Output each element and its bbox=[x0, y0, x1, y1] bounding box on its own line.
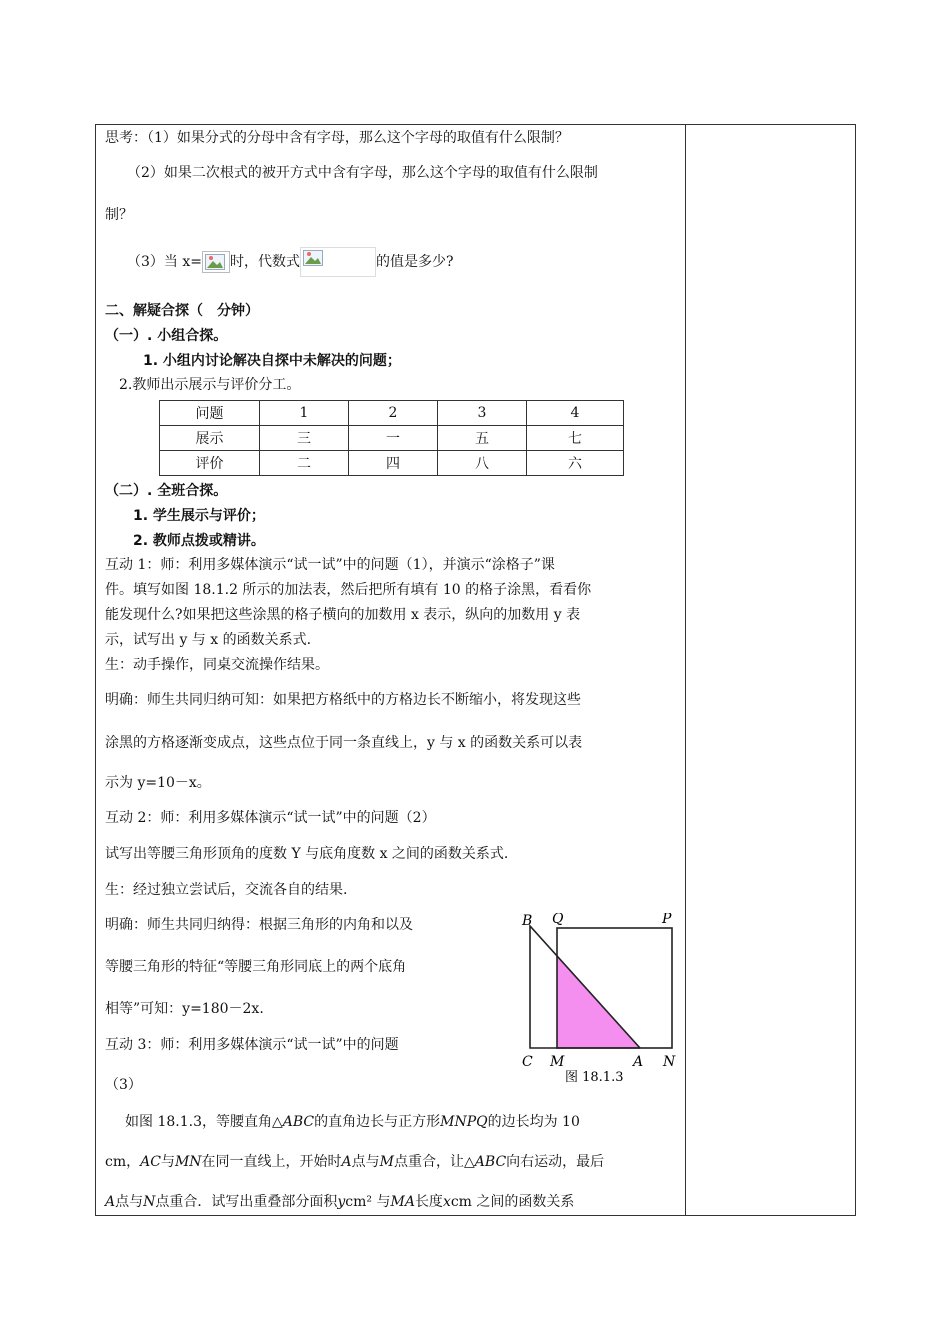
problem-line1 bbox=[125, 1112, 580, 1132]
text-run: 在同一直线上，开始时 bbox=[201, 1154, 342, 1170]
column-divider bbox=[685, 125, 686, 1215]
label-a: A bbox=[633, 1054, 644, 1070]
table-cell: 五 bbox=[438, 426, 527, 451]
lesson-frame bbox=[95, 124, 856, 1216]
table-cell: 七 bbox=[527, 426, 624, 451]
var-y: y bbox=[337, 1194, 346, 1210]
text-run: 向右运动，最后 bbox=[506, 1154, 605, 1170]
table-row bbox=[160, 451, 624, 476]
text-run: 与 bbox=[160, 1154, 175, 1170]
problem-line3 bbox=[105, 1192, 574, 1212]
table-row bbox=[160, 401, 624, 426]
table-cell: 六 bbox=[527, 451, 624, 476]
var-ma: MA bbox=[390, 1194, 415, 1210]
figure-18-1-3 bbox=[520, 913, 680, 1087]
text-run: 点与 bbox=[115, 1194, 144, 1210]
think-q1: 思考：（1）如果分式的分母中含有字母，那么这个字母的取值有什么限制？ bbox=[105, 130, 569, 146]
label-p: P bbox=[662, 913, 672, 927]
var-mnpq: MNPQ bbox=[440, 1114, 488, 1130]
var-mn: MN bbox=[174, 1154, 202, 1170]
label-c: C bbox=[522, 1054, 533, 1070]
var-m: M bbox=[379, 1154, 395, 1170]
var-abc: ABC bbox=[282, 1114, 315, 1130]
table-cell: 4 bbox=[527, 401, 624, 426]
broken-image-icon bbox=[202, 251, 230, 273]
table-cell: 问题 bbox=[160, 401, 260, 426]
interaction3-line1: 互动 3：师：利用多媒体演示“试一试”中的问题 bbox=[105, 1037, 399, 1053]
think-q2a: （2）如果二次根式的被开方式中含有字母，那么这个字母的取值有什么限制 bbox=[127, 165, 598, 181]
interaction1-conclusion1: 明确：师生共同归纳可知：如果把方格纸中的方格边长不断缩小，将发现这些 bbox=[105, 692, 581, 708]
group-item2: 2.教师出示展示与评价分工。 bbox=[119, 377, 301, 393]
text-run: 点与 bbox=[351, 1154, 380, 1170]
interaction1-conclusion3: 示为 y=10－x。 bbox=[105, 775, 211, 791]
figure-caption: 图 18.1.3 bbox=[565, 1070, 624, 1083]
text-run: 如图 18.1.3，等腰直角△ bbox=[125, 1114, 283, 1130]
interaction1-conclusion2: 涂黑的方格逐渐变成点，这些点位于同一条直线上，y 与 x 的函数关系可以表 bbox=[105, 735, 583, 751]
label-m: M bbox=[550, 1054, 565, 1070]
interaction1-line3: 能发现什么?如果把这些涂黑的格子横向的加数用 x 表示，纵向的加数用 y 表 bbox=[105, 607, 581, 623]
think-q2b: 制？ bbox=[105, 207, 133, 223]
var-n: N bbox=[143, 1194, 156, 1210]
text-run: 的直角边长与正方形 bbox=[314, 1114, 441, 1130]
interaction2-conclusion3: 相等”可知：y=180－2x. bbox=[105, 1001, 264, 1017]
var-a: A bbox=[341, 1154, 352, 1170]
group-title: （一）. 小组合探。 bbox=[105, 328, 228, 344]
text-run: 点重合，让△ bbox=[394, 1154, 475, 1170]
role-table bbox=[159, 400, 624, 476]
var-abc: ABC bbox=[474, 1154, 507, 1170]
interaction2-student: 生：经过独立尝试后，交流各自的结果. bbox=[105, 882, 348, 898]
interaction2-conclusion1: 明确：师生共同归纳得：根据三角形的内角和以及 bbox=[105, 917, 413, 933]
broken-image-icon bbox=[300, 247, 376, 277]
table-cell: 评价 bbox=[160, 451, 260, 476]
table-row bbox=[160, 426, 624, 451]
table-cell: 八 bbox=[438, 451, 527, 476]
table-cell: 展示 bbox=[160, 426, 260, 451]
table-cell: 二 bbox=[260, 451, 349, 476]
var-x: x bbox=[442, 1194, 451, 1210]
think-q3-pre: （3）当 x= bbox=[127, 254, 202, 270]
class-item1: 1. 学生展示与评价； bbox=[133, 508, 265, 524]
var-ac: AC bbox=[140, 1154, 161, 1170]
class-title: （二）. 全班合探。 bbox=[105, 483, 228, 499]
section2-title: 二、解疑合探（ 分钟） bbox=[105, 303, 259, 319]
interaction1-line4: 示，试写出 y 与 x 的函数关系式. bbox=[105, 632, 312, 648]
text-run: cm， bbox=[105, 1154, 141, 1170]
table-cell: 三 bbox=[260, 426, 349, 451]
table-cell: 2 bbox=[349, 401, 438, 426]
interaction2-conclusion2: 等腰三角形的特征“等腰三角形同底上的两个底角 bbox=[105, 959, 407, 975]
label-q: Q bbox=[552, 913, 564, 927]
interaction2-line1: 互动 2：师：利用多媒体演示“试一试”中的问题（2） bbox=[105, 810, 436, 826]
text-run: 长度 bbox=[414, 1194, 443, 1210]
problem-line2 bbox=[105, 1152, 604, 1172]
text-run: 点重合．试写出重叠部分面积 bbox=[155, 1194, 338, 1210]
text-run: cm² 与 bbox=[345, 1194, 391, 1210]
think-q3-mid: 时，代数式 bbox=[229, 254, 300, 270]
group-item1: 1. 小组内讨论解决自探中未解决的问题； bbox=[143, 353, 401, 369]
interaction1-line1: 互动 1：师：利用多媒体演示“试一试”中的问题（1），并演示“涂格子”课 bbox=[105, 557, 555, 573]
interaction1-student: 生：动手操作，同桌交流操作结果。 bbox=[105, 657, 329, 673]
text-run: cm 之间的函数关系 bbox=[450, 1194, 575, 1210]
label-n: N bbox=[663, 1054, 676, 1070]
interaction1-line2: 件。填写如图 18.1.2 所示的加法表，然后把所有填有 10 的格子涂黑，看看你 bbox=[105, 582, 592, 598]
table-cell: 1 bbox=[260, 401, 349, 426]
label-b: B bbox=[522, 913, 533, 929]
geometry-figure bbox=[520, 913, 680, 1083]
class-item2: 2. 教师点拨或精讲。 bbox=[133, 533, 265, 549]
text-run: 的边长均为 10 bbox=[487, 1114, 580, 1130]
table-cell: 一 bbox=[349, 426, 438, 451]
interaction2-line2: 试写出等腰三角形顶角的度数 Y 与底角度数 x 之间的函数关系式. bbox=[105, 846, 509, 862]
table-cell: 3 bbox=[438, 401, 527, 426]
think-q3 bbox=[127, 245, 454, 279]
var-a: A bbox=[105, 1194, 116, 1210]
table-cell: 四 bbox=[349, 451, 438, 476]
interaction3-line2: （3） bbox=[105, 1077, 142, 1093]
think-q3-post: 的值是多少? bbox=[375, 254, 454, 270]
